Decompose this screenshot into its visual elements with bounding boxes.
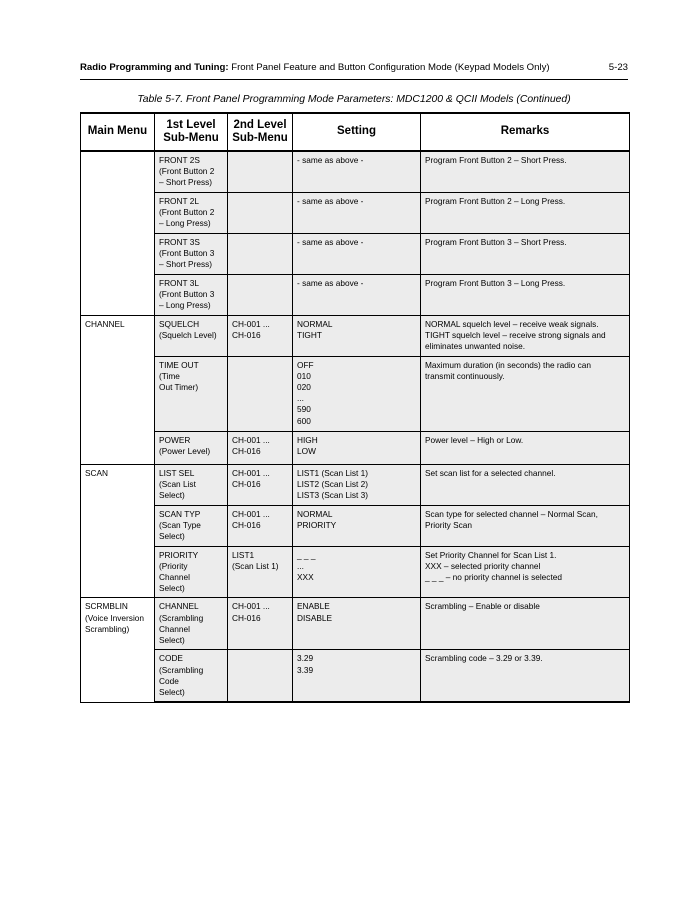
cell-line: - same as above - xyxy=(297,155,364,165)
setting-cell xyxy=(293,505,421,546)
level2-submenu-cell xyxy=(228,650,293,702)
setting-cell xyxy=(293,274,421,315)
cell-line: CH-001 ... xyxy=(232,318,270,329)
cell-line: Scrambling code – 3.29 or 3.39. xyxy=(425,653,543,664)
cell-line: 020 xyxy=(297,382,311,393)
level2-submenu-cell xyxy=(228,598,293,650)
table-row xyxy=(81,650,630,702)
cell-line: Scrambling – Enable or disable xyxy=(425,601,540,612)
cell-line: CODE xyxy=(159,653,183,664)
level2-submenu-cell xyxy=(228,151,293,192)
cell-line: TIGHT xyxy=(297,329,322,340)
cell-line: CH-001 ... xyxy=(232,434,270,445)
cell-line: (Scan List xyxy=(159,478,196,489)
level1-submenu-cell xyxy=(155,151,228,192)
cell-line: (Power Level) xyxy=(159,445,211,456)
cell-line: Scrambling) xyxy=(85,623,130,634)
cell-line: (Front Button 3 xyxy=(159,247,215,258)
cell-line: _ _ _ – no priority channel is selected xyxy=(425,572,562,583)
cell-line: Channel xyxy=(159,623,190,634)
level2-submenu-cell xyxy=(228,356,293,431)
level1-submenu-cell xyxy=(155,192,228,233)
cell-line: _ _ _ xyxy=(297,549,316,560)
setting-cell xyxy=(293,650,421,702)
cell-line: Select) xyxy=(159,531,185,542)
remarks-cell xyxy=(421,650,630,702)
cell-line: (Front Button 3 xyxy=(159,288,215,299)
cell-line: – Short Press) xyxy=(159,259,213,270)
cell-line: SCAN TYP xyxy=(159,508,201,519)
cell-line: Set Priority Channel for Scan List 1. xyxy=(425,549,557,560)
table-row xyxy=(81,598,630,650)
level2-submenu-cell xyxy=(228,315,293,356)
cell-line: – Long Press) xyxy=(159,300,211,311)
cell-line: Set scan list for a selected channel. xyxy=(425,467,556,478)
cell-line: (Time xyxy=(159,370,180,381)
cell-line: CHANNEL xyxy=(85,318,125,329)
cell-line: Out Timer) xyxy=(159,382,199,393)
cell-line: XXX – selected priority channel xyxy=(425,560,541,571)
cell-line: (Front Button 2 xyxy=(159,206,215,217)
main-menu-cell xyxy=(81,464,155,598)
level1-submenu-cell xyxy=(155,431,228,464)
table-row xyxy=(81,274,630,315)
page-number: 5-23 xyxy=(608,62,628,73)
cell-line: XXX xyxy=(297,572,314,583)
cell-line: 3.29 xyxy=(297,653,314,664)
table-row xyxy=(81,546,630,598)
cell-line: CH-016 xyxy=(232,329,261,340)
cell-line: 600 xyxy=(297,415,311,426)
cell-line: Code xyxy=(159,675,179,686)
cell-line: PRIORITY xyxy=(297,519,337,530)
cell-line: POWER xyxy=(159,434,191,445)
cell-line: (Priority xyxy=(159,560,188,571)
cell-line: NORMAL squelch level – receive weak signals. xyxy=(425,318,599,329)
cell-line: - same as above - xyxy=(297,195,364,206)
parameters-table xyxy=(80,112,630,703)
level1-submenu-cell xyxy=(155,464,228,505)
table-row xyxy=(81,356,630,431)
cell-line: – Short Press) xyxy=(159,177,213,188)
remarks-cell xyxy=(421,431,630,464)
cell-line: NORMAL xyxy=(297,318,333,329)
remarks-cell xyxy=(421,356,630,431)
cell-line: Program Front Button 3 – Short Press. xyxy=(425,236,567,247)
main-menu-cell xyxy=(81,151,155,315)
cell-line: LIST3 (Scan List 3) xyxy=(297,490,369,501)
cell-line: Program Front Button 3 – Long Press. xyxy=(425,277,566,288)
level2-submenu-cell xyxy=(228,431,293,464)
cell-line: DISABLE xyxy=(297,612,333,623)
cell-line: ... xyxy=(297,393,304,404)
cell-line: (Scrambling xyxy=(159,664,204,675)
running-head-bold: Radio Programming and Tuning: xyxy=(80,62,229,73)
cell-line: CH-001 ... xyxy=(232,467,270,478)
setting-cell xyxy=(293,464,421,505)
cell-line: SCRMBLIN xyxy=(85,601,128,612)
table-row xyxy=(81,464,630,505)
cell-line: LIST SEL xyxy=(159,467,195,478)
level1-submenu-cell xyxy=(155,598,228,650)
cell-line: Channel xyxy=(159,572,190,583)
table-row xyxy=(81,505,630,546)
level1-submenu-cell xyxy=(155,233,228,274)
cell-line: FRONT 2S xyxy=(159,155,200,165)
remarks-cell xyxy=(421,151,630,192)
running-head-subtitle: Front Panel Feature and Button Configuration Mode (Keypad Models Only) xyxy=(231,62,550,73)
cell-line: Power level – High or Low. xyxy=(425,434,524,445)
cell-line: Priority Scan xyxy=(425,519,473,530)
cell-line: LIST1 (Scan List 1) xyxy=(297,467,369,478)
table-row xyxy=(81,192,630,233)
setting-cell xyxy=(293,356,421,431)
cell-line: LIST2 (Scan List 2) xyxy=(297,478,369,489)
cell-line: ENABLE xyxy=(297,601,330,612)
cell-line: LOW xyxy=(297,445,316,456)
cell-line: CH-016 xyxy=(232,519,261,530)
cell-line: Select) xyxy=(159,635,185,646)
cell-line: transmit continuously. xyxy=(425,370,505,381)
remarks-cell xyxy=(421,505,630,546)
setting-cell xyxy=(293,233,421,274)
cell-line: Select) xyxy=(159,687,185,698)
cell-line: ... xyxy=(297,560,304,571)
cell-line: TIGHT squelch level – receive strong signals and xyxy=(425,329,606,340)
running-head xyxy=(80,62,550,73)
col-header-main-menu: Main Menu xyxy=(81,113,155,151)
setting-cell xyxy=(293,192,421,233)
table-row xyxy=(81,315,630,356)
level2-submenu-cell xyxy=(228,192,293,233)
remarks-cell xyxy=(421,274,630,315)
setting-cell xyxy=(293,431,421,464)
level2-submenu-cell xyxy=(228,464,293,505)
cell-line: Program Front Button 2 – Long Press. xyxy=(425,195,566,206)
cell-line: CH-016 xyxy=(232,445,261,456)
cell-line: SQUELCH xyxy=(159,318,200,329)
cell-line: OFF xyxy=(297,359,314,370)
remarks-cell xyxy=(421,315,630,356)
cell-line: Maximum duration (in seconds) the radio can xyxy=(425,359,592,370)
col-header-level1: 1st Level Sub-Menu xyxy=(155,113,228,151)
col-header-remarks: Remarks xyxy=(421,113,630,151)
level1-submenu-cell xyxy=(155,505,228,546)
cell-line: CH-001 ... xyxy=(232,508,270,519)
level1-submenu-cell xyxy=(155,546,228,598)
cell-line: NORMAL xyxy=(297,508,333,519)
main-menu-cell xyxy=(81,315,155,464)
main-menu-cell xyxy=(81,598,155,702)
level2-submenu-cell xyxy=(228,233,293,274)
cell-line: LIST1 xyxy=(232,549,255,560)
level1-submenu-cell xyxy=(155,315,228,356)
cell-line: FRONT 2L xyxy=(159,195,199,206)
cell-line: CH-016 xyxy=(232,612,261,623)
level1-submenu-cell xyxy=(155,356,228,431)
cell-line: Program Front Button 2 – Short Press. xyxy=(425,155,567,165)
col-header-setting: Setting xyxy=(293,113,421,151)
col-header-level2: 2nd Level Sub-Menu xyxy=(228,113,293,151)
remarks-cell xyxy=(421,598,630,650)
table-row xyxy=(81,431,630,464)
table-caption: Table 5-7. Front Panel Programming Mode Parameters: MDC1200 & QCII Models (Continued) xyxy=(137,94,571,105)
level1-submenu-cell xyxy=(155,650,228,702)
cell-line: (Squelch Level) xyxy=(159,329,217,340)
remarks-cell xyxy=(421,192,630,233)
cell-line: PRIORITY xyxy=(159,549,199,560)
cell-line: (Voice Inversion xyxy=(85,612,145,623)
setting-cell xyxy=(293,598,421,650)
setting-cell xyxy=(293,315,421,356)
level1-submenu-cell xyxy=(155,274,228,315)
cell-line: - same as above - xyxy=(297,277,364,288)
cell-line: FRONT 3L xyxy=(159,277,199,288)
cell-line: (Front Button 2 xyxy=(159,166,215,177)
cell-line: CH-016 xyxy=(232,478,261,489)
cell-line: 3.39 xyxy=(297,664,314,675)
remarks-cell xyxy=(421,233,630,274)
cell-line: FRONT 3S xyxy=(159,236,200,247)
cell-line: Scan type for selected channel – Normal Scan, xyxy=(425,508,598,519)
cell-line: (Scrambling xyxy=(159,612,204,623)
header-rule xyxy=(80,79,628,80)
cell-line: 010 xyxy=(297,370,311,381)
remarks-cell xyxy=(421,464,630,505)
table-header-row xyxy=(81,113,630,151)
level2-submenu-cell xyxy=(228,274,293,315)
cell-line: 590 xyxy=(297,404,311,415)
level2-submenu-cell xyxy=(228,546,293,598)
cell-line: Select) xyxy=(159,490,185,501)
setting-cell xyxy=(293,546,421,598)
table-row xyxy=(81,233,630,274)
cell-line: HIGH xyxy=(297,434,318,445)
cell-line: CHANNEL xyxy=(159,601,199,612)
cell-line: TIME OUT xyxy=(159,359,199,370)
cell-line: (Scan List 1) xyxy=(232,560,279,571)
cell-line: eliminates unwanted noise. xyxy=(425,341,526,352)
level2-submenu-cell xyxy=(228,505,293,546)
cell-line: CH-001 ... xyxy=(232,601,270,612)
setting-cell xyxy=(293,151,421,192)
cell-line: Select) xyxy=(159,583,185,594)
cell-line: - same as above - xyxy=(297,236,364,247)
cell-line: (Scan Type xyxy=(159,519,201,530)
table-body xyxy=(81,151,630,702)
table-row xyxy=(81,151,630,192)
cell-line: SCAN xyxy=(85,467,109,478)
cell-line: – Long Press) xyxy=(159,218,211,229)
remarks-cell xyxy=(421,546,630,598)
